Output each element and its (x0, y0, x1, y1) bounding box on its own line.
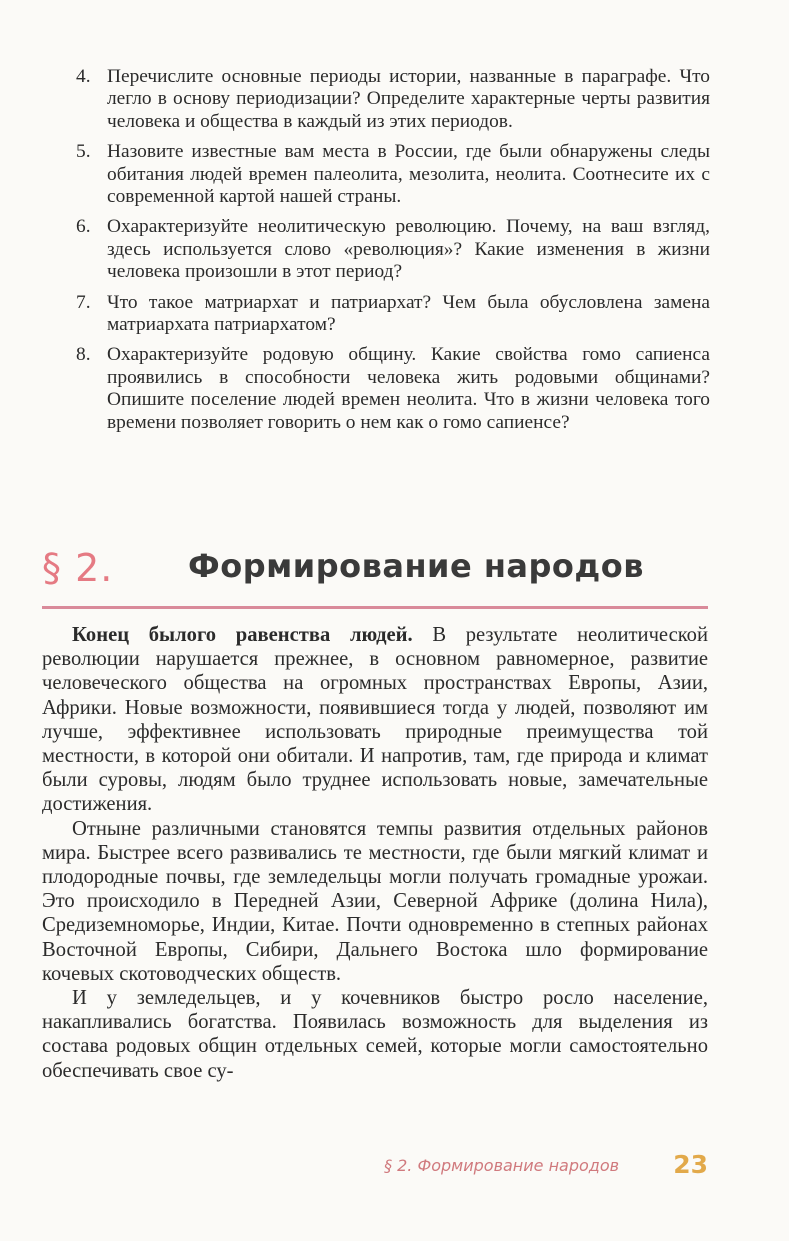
question-number: 6. (76, 216, 91, 238)
paragraph (42, 623, 708, 817)
question-number: 8. (76, 344, 91, 366)
question-number: 4. (76, 66, 91, 87)
section-heading (42, 546, 708, 609)
paragraph: Отныне различными становятся темпы развития отдельных районов мира. Быстрее всего развивались те местности, где были мягкий климат и плодородные почвы, где земледельцы могли получать громадные урожаи. Это происходило в Передней Азии, Северной Африке (долина Нила), Средиземноморье, Индии, Китае. Почти одновременно в степных районах Восточной Европы, Сибири, Дальнего Востока шло формирование кочевых скотоводческих обществ. (42, 817, 708, 985)
paragraph-lead: Конец былого равенства людей. (72, 624, 413, 646)
section-number: § 2. (42, 546, 114, 590)
question-text: Перечислите основные периоды истории, названные в параграфе. Что легло в основу периодизации? Определите характерные черты развития человека и общества в каждый из этих периодов. (107, 66, 710, 132)
question-item (76, 141, 710, 208)
section-title: Формирование народов (188, 547, 644, 585)
page-footer (384, 1150, 708, 1186)
question-item (76, 216, 710, 283)
page-number: 23 (673, 1150, 708, 1179)
question-item (76, 66, 710, 133)
review-questions (76, 66, 710, 442)
paragraph-text: В результате неолитической революции нарушается прежнее, в основном равномерное, развитие человеческого общества на огромных пространствах Европы, Азии, Африки. Новые возможности, появившиеся тогда у людей, позволяют им лучше, эффективнее использовать природные преимущества той местности, в которой они обитали. И напротив, там, где природа и климат были суровы, людям было труднее использовать новые, замечательные достижения. (42, 624, 708, 816)
question-text: Охарактеризуйте неолитическую революцию. Почему, на ваш взгляд, здесь используется слово «революция»? Какие изменения в жизни человека произошли в этот период? (107, 216, 710, 283)
running-footer: § 2. Формирование народов (384, 1156, 620, 1175)
question-item (76, 292, 710, 337)
question-number: 5. (76, 141, 91, 163)
question-number: 7. (76, 291, 91, 313)
question-item (76, 344, 710, 434)
paragraph: И у земледельцев, и у кочевников быстро росло население, накапливались богатства. Появилась возможность для выделения из состава родовых общин отдельных семей, которые могли самостоятельно обеспечивать свое су- (42, 987, 708, 1082)
question-text: Что такое матриархат и патриархат? Чем была обусловлена замена матриархата патриархатом? (107, 291, 710, 336)
section-body (42, 623, 708, 1083)
question-text: Охарактеризуйте родовую общину. Какие свойства гомо сапиенса проявились в способности человека жить родовыми общинами? Опишите поселение людей времен неолита. Что в жизни человека того времени позволяет говорить о нем как о гомо сапиенсе? (107, 344, 710, 433)
question-text: Назовите известные вам места в России, где были обнаружены следы обитания людей времен палеолита, мезолита, неолита. Соотнесите их с современной картой нашей страны. (107, 141, 710, 208)
